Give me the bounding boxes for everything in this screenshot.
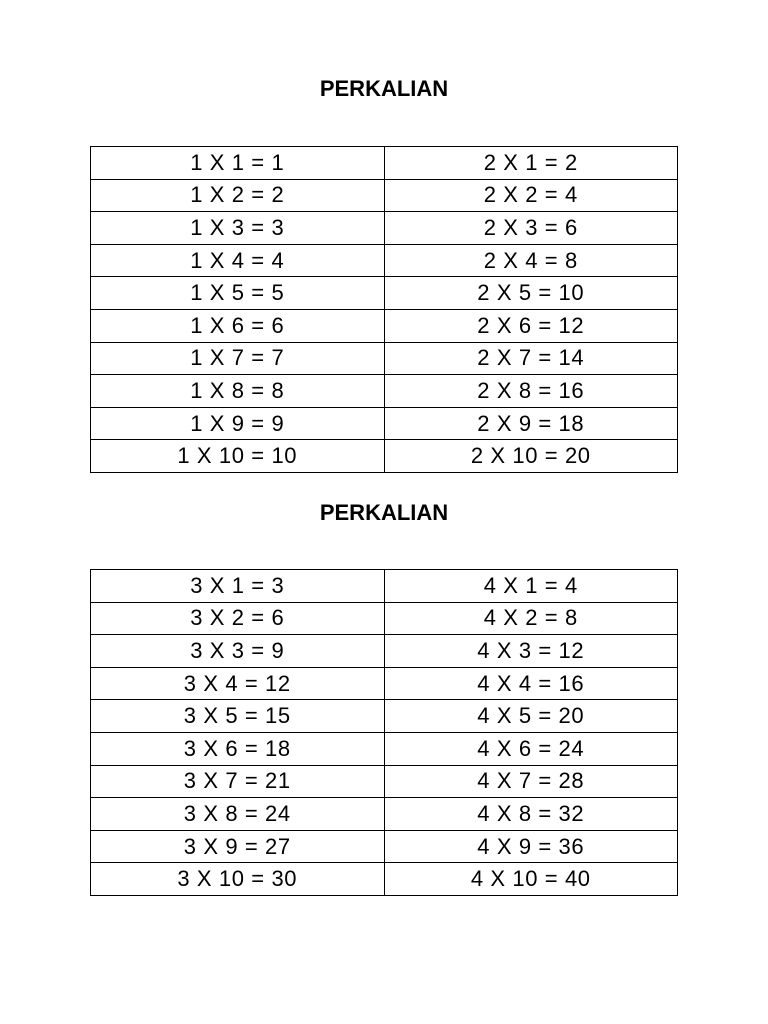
table-row [91, 635, 678, 668]
table-cell: 3 X 4 = 12 [91, 667, 385, 700]
table-cell: 2 X 9 = 18 [384, 407, 678, 440]
table-cell: 4 X 3 = 12 [384, 635, 678, 668]
table-row [91, 700, 678, 733]
table-cell: 1 X 8 = 8 [91, 375, 385, 408]
table-cell: 1 X 7 = 7 [91, 342, 385, 375]
table-cell: 2 X 3 = 6 [384, 212, 678, 245]
table-row [91, 798, 678, 831]
table-cell: 1 X 2 = 2 [91, 179, 385, 212]
table-row [91, 602, 678, 635]
table-cell: 1 X 6 = 6 [91, 309, 385, 342]
table-row [91, 212, 678, 245]
multiplication-table [90, 569, 678, 896]
table-row [91, 147, 678, 180]
table-cell: 4 X 6 = 24 [384, 732, 678, 765]
table-row [91, 342, 678, 375]
section-title: PERKALIAN [319, 500, 449, 525]
table-cell: 4 X 9 = 36 [384, 830, 678, 863]
table-cell: 2 X 10 = 20 [384, 440, 678, 473]
table-cell: 4 X 10 = 40 [384, 863, 678, 896]
table-cell: 3 X 10 = 30 [91, 863, 385, 896]
table-cell: 1 X 4 = 4 [91, 244, 385, 277]
table-row [91, 407, 678, 440]
table-cell: 4 X 2 = 8 [384, 602, 678, 635]
table-cell: 1 X 1 = 1 [91, 147, 385, 180]
table-cell: 3 X 9 = 27 [91, 830, 385, 863]
table-cell: 4 X 5 = 20 [384, 700, 678, 733]
table-row [91, 732, 678, 765]
table-cell: 1 X 10 = 10 [91, 440, 385, 473]
table-row [91, 570, 678, 603]
table-row [91, 863, 678, 896]
table-cell: 2 X 2 = 4 [384, 179, 678, 212]
table-cell: 3 X 5 = 15 [91, 700, 385, 733]
table-cell: 2 X 4 = 8 [384, 244, 678, 277]
table-cell: 2 X 7 = 14 [384, 342, 678, 375]
table-row [91, 309, 678, 342]
table-cell: 2 X 5 = 10 [384, 277, 678, 310]
table-cell: 3 X 2 = 6 [91, 602, 385, 635]
table-cell: 1 X 9 = 9 [91, 407, 385, 440]
table-row [91, 179, 678, 212]
table-cell: 3 X 1 = 3 [91, 570, 385, 603]
table-row [91, 244, 678, 277]
table-cell: 1 X 3 = 3 [91, 212, 385, 245]
table-cell: 3 X 8 = 24 [91, 798, 385, 831]
table-cell: 3 X 3 = 9 [91, 635, 385, 668]
table-row [91, 830, 678, 863]
table-row [91, 375, 678, 408]
table-cell: 2 X 8 = 16 [384, 375, 678, 408]
table-row [91, 277, 678, 310]
multiplication-table [90, 146, 678, 473]
section-title: PERKALIAN [319, 76, 449, 101]
table-cell: 3 X 7 = 21 [91, 765, 385, 798]
table-cell: 4 X 8 = 32 [384, 798, 678, 831]
table-row [91, 667, 678, 700]
table-cell: 2 X 6 = 12 [384, 309, 678, 342]
table-row [91, 440, 678, 473]
table-cell: 2 X 1 = 2 [384, 147, 678, 180]
table-cell: 4 X 7 = 28 [384, 765, 678, 798]
table-cell: 4 X 1 = 4 [384, 570, 678, 603]
table-cell: 3 X 6 = 18 [91, 732, 385, 765]
table-row [91, 765, 678, 798]
table-cell: 1 X 5 = 5 [91, 277, 385, 310]
table-cell: 4 X 4 = 16 [384, 667, 678, 700]
